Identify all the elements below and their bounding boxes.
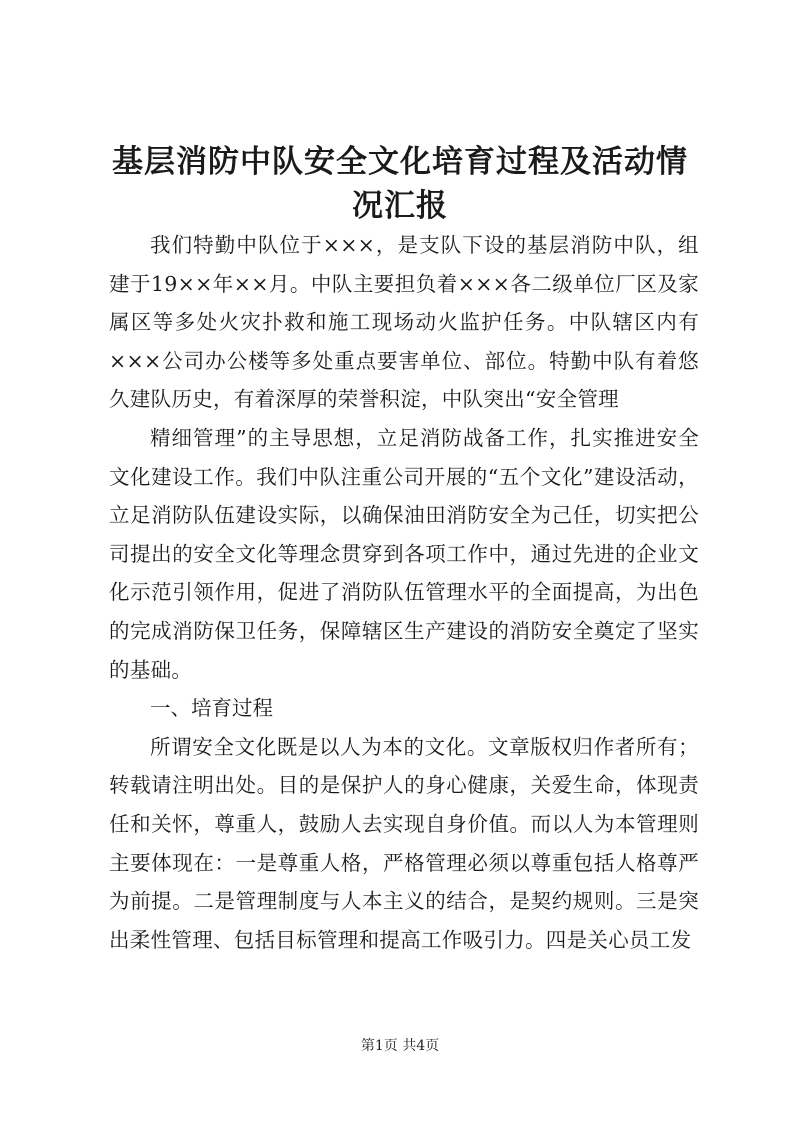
paragraph-intro: 我们特勤中队位于×××，是支队下设的基层消防中队，组建于19××年××月。中队主要担负着×××各二级单位厂区及家属区等多处火灾扑救和施工现场动火监护任务。中队辖区内有×××公司办公楼等多处重点要害单位、部位。特勤中队有着悠久建队历史，有着深厚的荣誉积淀，中队突出“安全管理: [109, 233, 699, 412]
paragraph-culture-building: 精细管理”的主导思想，立足消防战备工作，扎实推进安全文化建设工作。我们中队注重公司开展的“五个文化”建设活动，立足消防队伍建设实际，以确保油田消防安全为己任，切实把公司提出的安全文化等理念贯穿到各项工作中，通过先进的企业文化示范引领作用，促进了消防队伍管理水平的全面提高，为出色的完成消防保卫任务，保障辖区生产建设的消防安全奠定了坚实的基础。: [109, 425, 699, 682]
paragraph-cultivation-process: 所谓安全文化既是以人为本的文化。文章版权归作者所有；转载请注明出处。目的是保护人的身心健康，关爱生命，体现责任和关怀，尊重人，鼓励人去实现自身价值。而以人为本管理则主要体现在：一是尊重人格，严格管理必须以尊重包括人格尊严为前提。二是管理制度与人本主义的结合，是契约规则。三是突出柔性管理、包括目标管理和提高工作吸引力。四是关心员工发: [109, 734, 699, 952]
page-number-footer: 第1页 共4页: [360, 1038, 440, 1054]
document-title: 基层消防中队安全文化培育过程及活动情况汇报: [112, 144, 688, 224]
document-body: [109, 226, 699, 959]
section-heading: 一、培育过程: [150, 696, 273, 721]
